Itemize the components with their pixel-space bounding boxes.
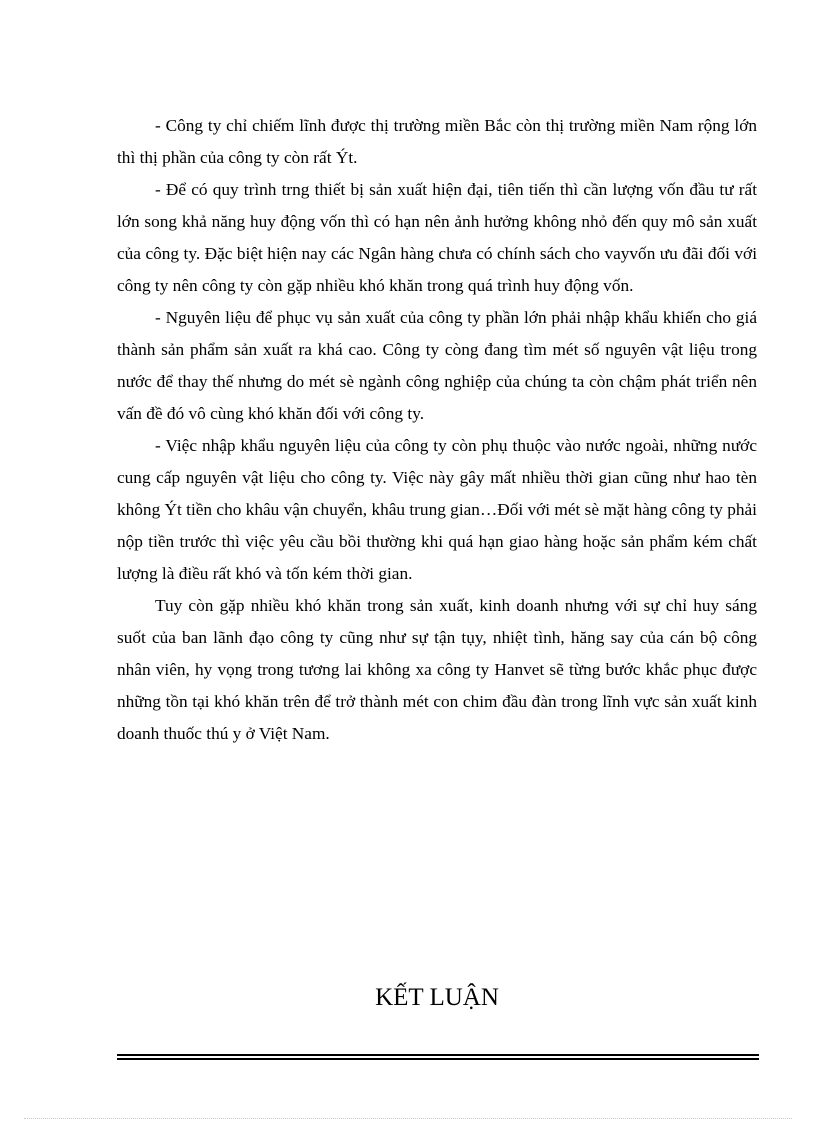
paragraph-capital: - Để có quy trình trng thiết bị sản xuất hiện đại, tiên tiến thì cần lượng vốn đầu tư rất lớn song khả năng huy động vốn thì có hạn nên ảnh hưởng không nhỏ đến quy mô sản xuất của công ty. Đặc biệt hiện nay các Ngân hàng chưa có chính sách cho vayvốn ưu đãi đối với công ty nên công ty còn gặp nhiều khó khăn trong quá trình huy động vốn. xyxy=(117,180,757,295)
paragraph-outlook: Tuy còn gặp nhiều khó khăn trong sản xuất, kinh doanh nhưng với sự chỉ huy sáng suốt của ban lãnh đạo công ty cũng như sự tận tụy, nhiệt tình, hăng say của cán bộ công nhân viên, hy vọng trong tương lai không xa công ty Hanvet sẽ từng bước khắc phục được những tồn tại khó khăn trên để trở thành mét con chim đầu đàn trong lĩnh vực sản xuất kinh doanh thuốc thú y ở Việt Nam. xyxy=(117,596,757,743)
body-text xyxy=(117,110,757,750)
section-heading: KẾT LUẬN xyxy=(375,984,499,1011)
paragraph-imports: - Việc nhập khẩu nguyên liệu của công ty còn phụ thuộc vào nước ngoài, những nước cung cấp nguyên vật liệu cho công ty. Việc này gây mất nhiều thời gian cũng như hao tèn không Ýt tiền cho khâu vận chuyển, khâu trung gian…Đối với mét sè mặt hàng công ty phải nộp tiền trước thì việc yêu cầu bồi thường khi quá hạn giao hàng hoặc sản phẩm kém chất lượng là điều rất khó và tốn kém thời gian. xyxy=(117,436,757,583)
page-boundary-dots xyxy=(24,1118,792,1119)
paragraph-raw-materials: - Nguyên liệu để phục vụ sản xuất của công ty phần lớn phải nhập khẩu khiến cho giá thành sản phẩm sản xuất ra khá cao. Công ty còng đang tìm mét số nguyên vật liệu trong nước để thay thế nhưng do mét sè ngành công nghiệp của chúng ta còn chậm phát triển nên vấn đề đó vô cùng khó khăn đối với công ty. xyxy=(117,308,757,423)
paragraph-market-share: - Công ty chỉ chiếm lĩnh được thị trường miền Bắc còn thị trường miền Nam rộng lớn thì thị phần của công ty còn rất Ýt. xyxy=(117,116,757,167)
double-rule-divider xyxy=(117,1054,759,1060)
